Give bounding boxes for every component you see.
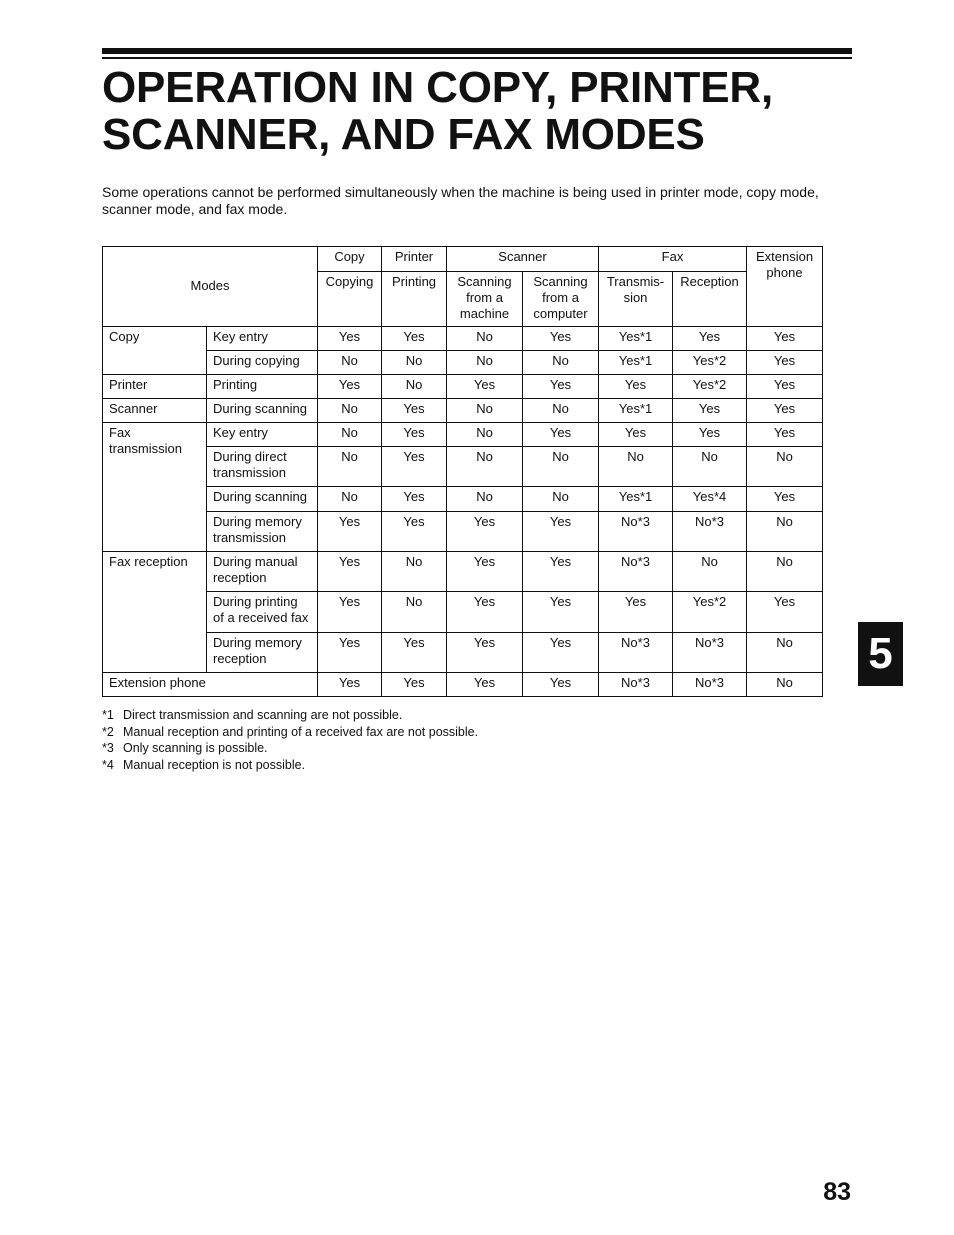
value-cell: Yes (673, 399, 747, 423)
value-cell: No (318, 423, 382, 447)
row-group-cell: Extension phone (103, 673, 318, 697)
value-cell: Yes (747, 375, 823, 399)
value-cell: Yes (447, 552, 523, 592)
row-group-cell: Fax transmission (103, 423, 207, 552)
value-cell: No (747, 633, 823, 673)
value-cell: No*3 (599, 512, 673, 552)
table-row (103, 399, 823, 423)
value-cell: No (447, 399, 523, 423)
value-cell: Yes*2 (673, 351, 747, 375)
row-sub-cell: During memory transmission (207, 512, 318, 552)
value-cell: Yes (523, 633, 599, 673)
value-cell: No (447, 487, 523, 512)
footnote-mark: *2 (102, 724, 114, 739)
value-cell: Yes (673, 327, 747, 351)
value-cell: Yes (318, 592, 382, 633)
column-header-copying: Copying (318, 272, 382, 327)
value-cell: Yes (382, 487, 447, 512)
value-cell: No (447, 447, 523, 487)
value-cell: No*3 (673, 633, 747, 673)
row-sub-cell: During memory reception (207, 633, 318, 673)
footnote (102, 740, 802, 757)
value-cell: Yes (523, 592, 599, 633)
footnotes (102, 707, 802, 773)
value-cell: No (318, 447, 382, 487)
table-row (103, 327, 823, 351)
value-cell: Yes (673, 423, 747, 447)
value-cell: No (673, 552, 747, 592)
value-cell: No (747, 512, 823, 552)
value-cell: Yes (382, 633, 447, 673)
page-title (102, 64, 862, 158)
page-title-line-2: SCANNER, AND FAX MODES (102, 110, 705, 159)
group-header-scanner: Scanner (447, 247, 599, 272)
row-sub-cell: During printing of a received fax (207, 592, 318, 633)
table-row (103, 552, 823, 592)
group-header-printer: Printer (382, 247, 447, 272)
row-sub-cell: Key entry (207, 327, 318, 351)
group-header-fax: Fax (599, 247, 747, 272)
value-cell: Yes (382, 512, 447, 552)
value-cell: Yes (447, 673, 523, 697)
value-cell: No*3 (673, 512, 747, 552)
value-cell: Yes (318, 512, 382, 552)
value-cell: Yes*1 (599, 327, 673, 351)
row-sub-cell: Printing (207, 375, 318, 399)
footnote-mark: *3 (102, 741, 114, 755)
value-cell: No*3 (599, 633, 673, 673)
value-cell: Yes (523, 375, 599, 399)
value-cell: Yes (447, 512, 523, 552)
row-sub-cell: During manual reception (207, 552, 318, 592)
value-cell: No (673, 447, 747, 487)
table-row (103, 673, 823, 697)
value-cell: Yes (523, 327, 599, 351)
footnote-text: Direct transmission and scanning are not possible. (123, 708, 403, 722)
table-row (103, 633, 823, 673)
footnote-text: Manual reception is not possible. (123, 757, 306, 772)
value-cell: Yes (747, 351, 823, 375)
value-cell: Yes (747, 423, 823, 447)
value-cell: Yes (447, 592, 523, 633)
footnote (102, 707, 802, 724)
value-cell: Yes (318, 375, 382, 399)
chapter-tab-marker: 5 (858, 622, 903, 686)
value-cell: No (318, 399, 382, 423)
value-cell: No (523, 487, 599, 512)
footnote (102, 724, 802, 741)
value-cell: Yes (747, 487, 823, 512)
header-rule-thin (102, 57, 852, 59)
value-cell: Yes*1 (599, 351, 673, 375)
value-cell: Yes (523, 552, 599, 592)
row-group-cell: Fax reception (103, 552, 207, 673)
value-cell: Yes (599, 375, 673, 399)
value-cell: Yes (318, 633, 382, 673)
value-cell: No (382, 592, 447, 633)
table-row (103, 423, 823, 447)
page-title-line-1: OPERATION IN COPY, PRINTER, (102, 63, 773, 112)
value-cell: No*3 (673, 673, 747, 697)
value-cell: Yes (447, 633, 523, 673)
row-sub-cell: During copying (207, 351, 318, 375)
value-cell: Yes*4 (673, 487, 747, 512)
value-cell: No (382, 375, 447, 399)
value-cell: No (318, 487, 382, 512)
value-cell: Yes (318, 673, 382, 697)
table-row (103, 592, 823, 633)
value-cell: Yes (318, 552, 382, 592)
value-cell: Yes (523, 673, 599, 697)
value-cell: Yes*1 (599, 487, 673, 512)
value-cell: Yes (523, 423, 599, 447)
value-cell: Yes (382, 447, 447, 487)
value-cell: Yes (382, 673, 447, 697)
value-cell: Yes (747, 327, 823, 351)
value-cell: Yes*2 (673, 592, 747, 633)
footnote-mark: *4 (102, 757, 114, 772)
row-sub-cell: During direct transmission (207, 447, 318, 487)
column-header-scanning-from-machine: Scanning from a machine (447, 272, 523, 327)
page-number: 83 (823, 1178, 851, 1206)
group-header-extension-phone: Extension phone (747, 247, 823, 327)
value-cell: No (382, 351, 447, 375)
value-cell: No (523, 351, 599, 375)
footnote-text: Manual reception and printing of a received fax are not possible. (123, 724, 479, 739)
modes-header-cell: Modes (103, 247, 318, 327)
value-cell: No (318, 351, 382, 375)
value-cell: Yes (447, 375, 523, 399)
value-cell: No (523, 447, 599, 487)
value-cell: No (599, 447, 673, 487)
value-cell: Yes (599, 423, 673, 447)
value-cell: Yes (382, 423, 447, 447)
value-cell: Yes*2 (673, 375, 747, 399)
value-cell: No (747, 552, 823, 592)
value-cell: No*3 (599, 673, 673, 697)
column-header-reception: Reception (673, 272, 747, 327)
value-cell: Yes (382, 399, 447, 423)
row-sub-cell: Key entry (207, 423, 318, 447)
value-cell: No (447, 423, 523, 447)
table-row (103, 375, 823, 399)
intro-paragraph: Some operations cannot be performed simultaneously when the machine is being used in printer mode, copy mode, scanner mode, and fax mode. (102, 184, 819, 217)
group-header-copy: Copy (318, 247, 382, 272)
footnote-mark: *1 (102, 708, 114, 722)
row-sub-cell: During scanning (207, 487, 318, 512)
value-cell: No (382, 552, 447, 592)
row-group-cell: Printer (103, 375, 207, 399)
value-cell: No (747, 673, 823, 697)
table-row (103, 447, 823, 487)
value-cell: Yes*1 (599, 399, 673, 423)
footnote-text: Only scanning is possible. (123, 741, 268, 755)
column-header-scanning-from-computer: Scanning from a computer (523, 272, 599, 327)
value-cell: Yes (747, 592, 823, 633)
value-cell: Yes (747, 399, 823, 423)
value-cell: No*3 (599, 552, 673, 592)
column-header-printing: Printing (382, 272, 447, 327)
row-sub-cell: During scanning (207, 399, 318, 423)
footnote (102, 757, 802, 774)
value-cell: Yes (523, 512, 599, 552)
column-header-transmission: Transmis- sion (599, 272, 673, 327)
row-group-cell: Copy (103, 327, 207, 375)
value-cell: Yes (318, 327, 382, 351)
modes-compatibility-table (102, 246, 823, 697)
value-cell: Yes (382, 327, 447, 351)
value-cell: Yes (599, 592, 673, 633)
table-row (103, 487, 823, 512)
value-cell: No (447, 351, 523, 375)
row-group-cell: Scanner (103, 399, 207, 423)
value-cell: No (747, 447, 823, 487)
value-cell: No (523, 399, 599, 423)
header-rule-thick (102, 48, 852, 54)
table-row (103, 512, 823, 552)
table-row (103, 351, 823, 375)
value-cell: No (447, 327, 523, 351)
